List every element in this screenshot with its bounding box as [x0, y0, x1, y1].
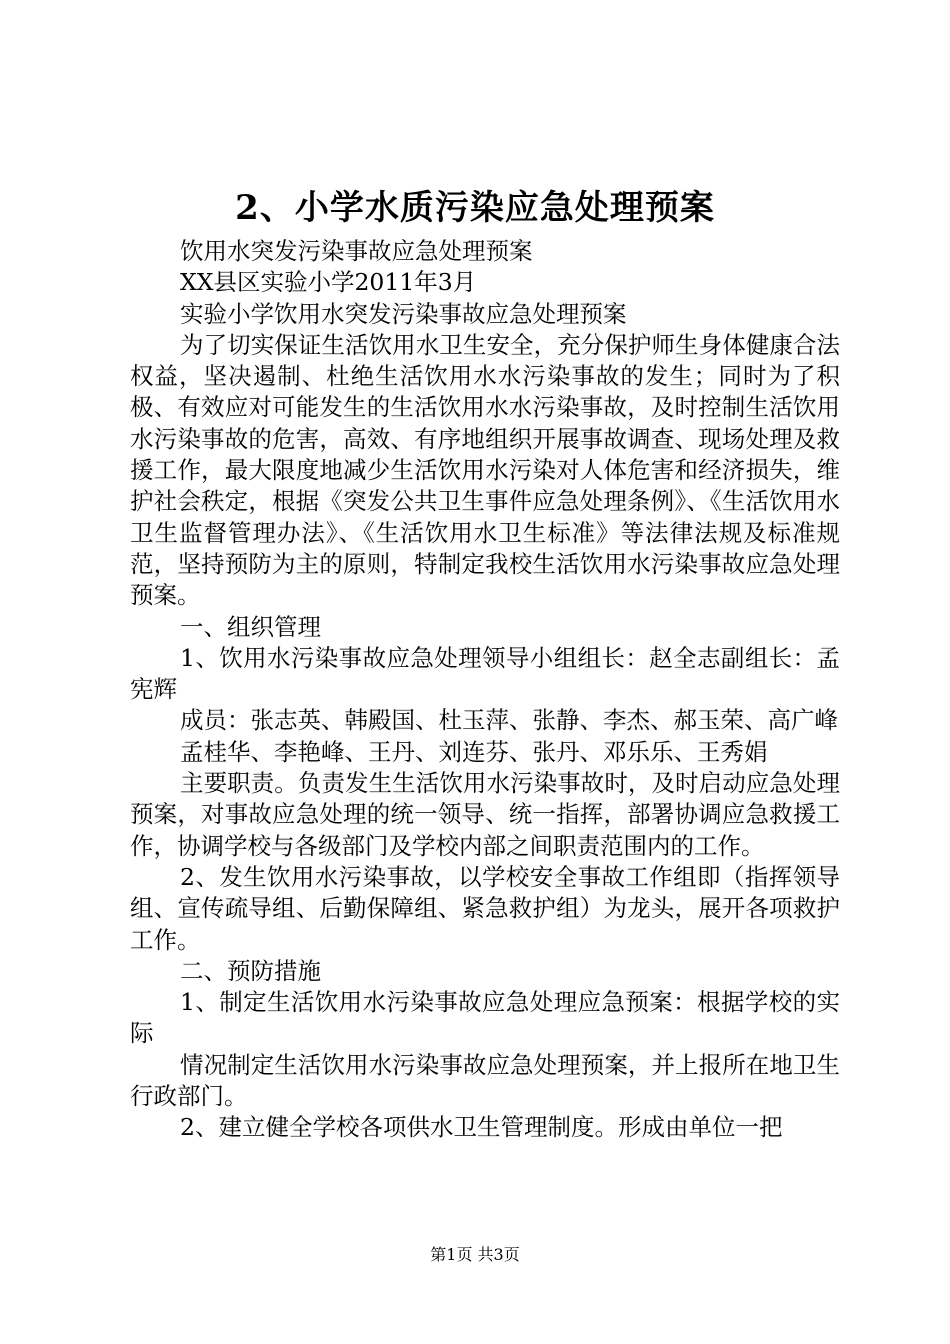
section-heading-organization: 一、组织管理 [180, 612, 321, 641]
paragraph-author-date: XX县区实验小学2011年3月 [180, 268, 477, 297]
paragraph-prevention-1-cont: 情况制定生活饮用水污染事故应急处理预案，并上报所在地卫生行政部门。 [130, 1050, 840, 1111]
page-footer: 第1页 共3页 [430, 1245, 520, 1264]
paragraph-plan-name: 实验小学饮用水突发污染事故应急处理预案 [180, 299, 627, 328]
document-title: 2、小学水质污染应急处理预案 [235, 188, 715, 228]
paragraph-members: 成员：张志英、韩殿国、杜玉萍、张静、李杰、郝玉荣、高广峰 [180, 706, 838, 735]
paragraph-intro: 为了切实保证生活饮用水卫生安全，充分保护师生身体健康合法权益，坚决遏制、杜绝生活饮用水水污染事故的发生；同时为了积极、有效应对可能发生的生活饮用水水污染事故，及时控制生活饮用水污染事故的危害，高效、有序地组织开展事故调查、现场处理及救援工作，最大限度地减少生活饮用水污染对人体危害和经济损失，维护社会秩定，根据《突发公共卫生事件应急处理条例》、《生活饮用水卫生监督管理办法》、《生活饮用水卫生标准》等法律法规及标准规范，坚持预防为主的原则，特制定我校生活饮用水污染事故应急处理预案。 [130, 330, 840, 610]
paragraph-subtitle: 饮用水突发污染事故应急处理预案 [180, 237, 533, 265]
document-body [130, 236, 840, 1144]
paragraph-prevention-2: 2、建立健全学校各项供水卫生管理制度。形成由单位一把 [180, 1113, 783, 1142]
paragraph-prevention-1: 1、制定生活饮用水污染事故应急处理应急预案：根据学校的实际 [130, 988, 840, 1048]
paragraph-rescue-groups: 2、发生饮用水污染事故，以学校安全事故工作组即（指挥领导组、宣传疏导组、后勤保障组、紧急救护组）为龙头，展开各项救护工作。 [130, 862, 840, 954]
section-heading-prevention: 二、预防措施 [180, 956, 321, 985]
paragraph-leadership: 1、饮用水污染事故应急处理领导小组组长：赵全志副组长：孟宪辉 [130, 643, 840, 704]
paragraph-duties: 主要职责。负责发生生活饮用水污染事故时，及时启动应急处理预案，对事故应急处理的统一领导、统一指挥，部署协调应急救援工作，协调学校与各级部门及学校内部之间职责范围内的工作。 [130, 769, 840, 860]
paragraph-members-cont: 孟桂华、李艳峰、王丹、刘连芬、张丹、邓乐乐、王秀娟 [180, 737, 768, 766]
